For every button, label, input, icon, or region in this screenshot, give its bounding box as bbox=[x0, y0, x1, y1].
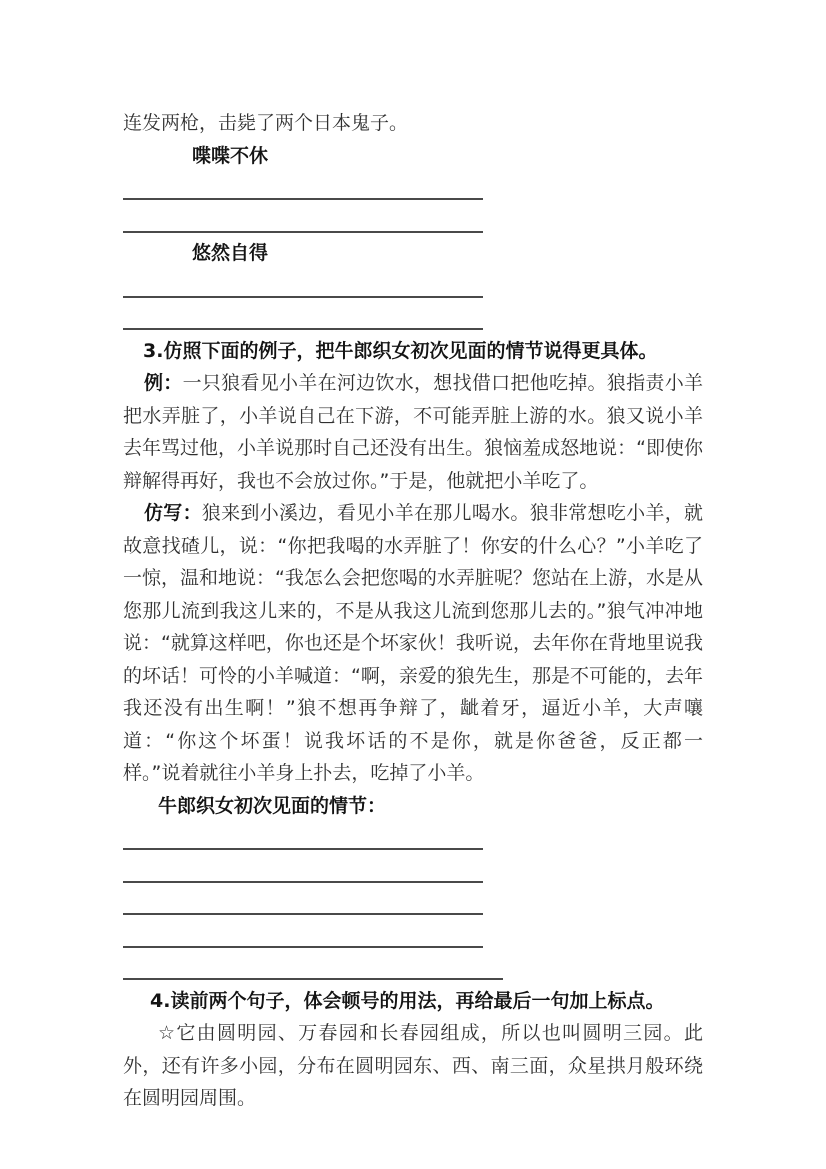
star-icon: ☆ bbox=[158, 1022, 177, 1044]
imitation-paragraph bbox=[123, 497, 703, 790]
example-label: 例： bbox=[144, 372, 183, 394]
answer-line bbox=[123, 952, 503, 980]
example-text: 一只狼看见小羊在河边饮水，想找借口把他吃掉。狼指责小羊把水弄脏了，小羊说自己在下游，不可能弄脏上游的水。狼又说小羊去年骂过他，小羊说那时自己还没有出生。狼恼羞成怒地说：“即使你辩解得再好，我也不会放过你。”于是，他就把小羊吃了。 bbox=[123, 372, 703, 492]
intro-sentence: 连发两枪，击毙了两个日本鬼子。 bbox=[123, 112, 409, 134]
question-3-title: 3.仿照下面的例子，把牛郎织女初次见面的情节说得更具体。 bbox=[143, 339, 658, 362]
answer-line bbox=[123, 822, 483, 850]
answer-line bbox=[123, 855, 483, 883]
imitation-label: 仿写： bbox=[144, 502, 202, 524]
question-4-sentence-text: 它由圆明园、万春园和长春园组成，所以也叫圆明三园。此外，还有许多小园，分布在圆明园东、西、南三面，众星拱月般环绕在圆明园周围。 bbox=[123, 1022, 703, 1109]
answer-line bbox=[123, 302, 483, 330]
idiom-word-2: 悠然自得 bbox=[192, 242, 269, 264]
question-4-title: 4.读前两个句子，体会顿号的用法，再给最后一句加上标点。 bbox=[150, 989, 665, 1012]
question-4-sentence bbox=[123, 1017, 703, 1115]
answer-line bbox=[123, 205, 483, 233]
example-paragraph bbox=[123, 367, 703, 497]
question-3-prompt: 牛郎织女初次见面的情节： bbox=[158, 794, 387, 817]
answer-line bbox=[123, 270, 483, 298]
idiom-word-1: 喋喋不休 bbox=[192, 144, 269, 167]
answer-line bbox=[123, 920, 483, 948]
answer-line bbox=[123, 172, 483, 200]
imitation-text: 狼来到小溪边，看见小羊在那儿喝水。狼非常想吃小羊，就故意找碴儿，说：“你把我喝的水弄脏了！你安的什么心？”小羊吃了一惊，温和地说：“我怎么会把您喝的水弄脏呢？您站在上游，水是从您那儿流到我这儿来的，不是从我这儿流到您那儿去的。”狼气冲冲地说：“就算这样吧，你也还是个坏家伙！我听说，去年你在背地里说我的坏话！可怜的小羊喊道：“啊，亲爱的狼先生，那是不可能的，去年我还没有出生啊！”狼不想再争辩了，龇着牙，逼近小羊，大声嚷道：“你这个坏蛋！说我坏话的不是你，就是你爸爸，反正都一样。”说着就往小羊身上扑去，吃掉了小羊。 bbox=[123, 502, 703, 784]
answer-line bbox=[123, 887, 483, 915]
worksheet-content bbox=[123, 107, 703, 1115]
